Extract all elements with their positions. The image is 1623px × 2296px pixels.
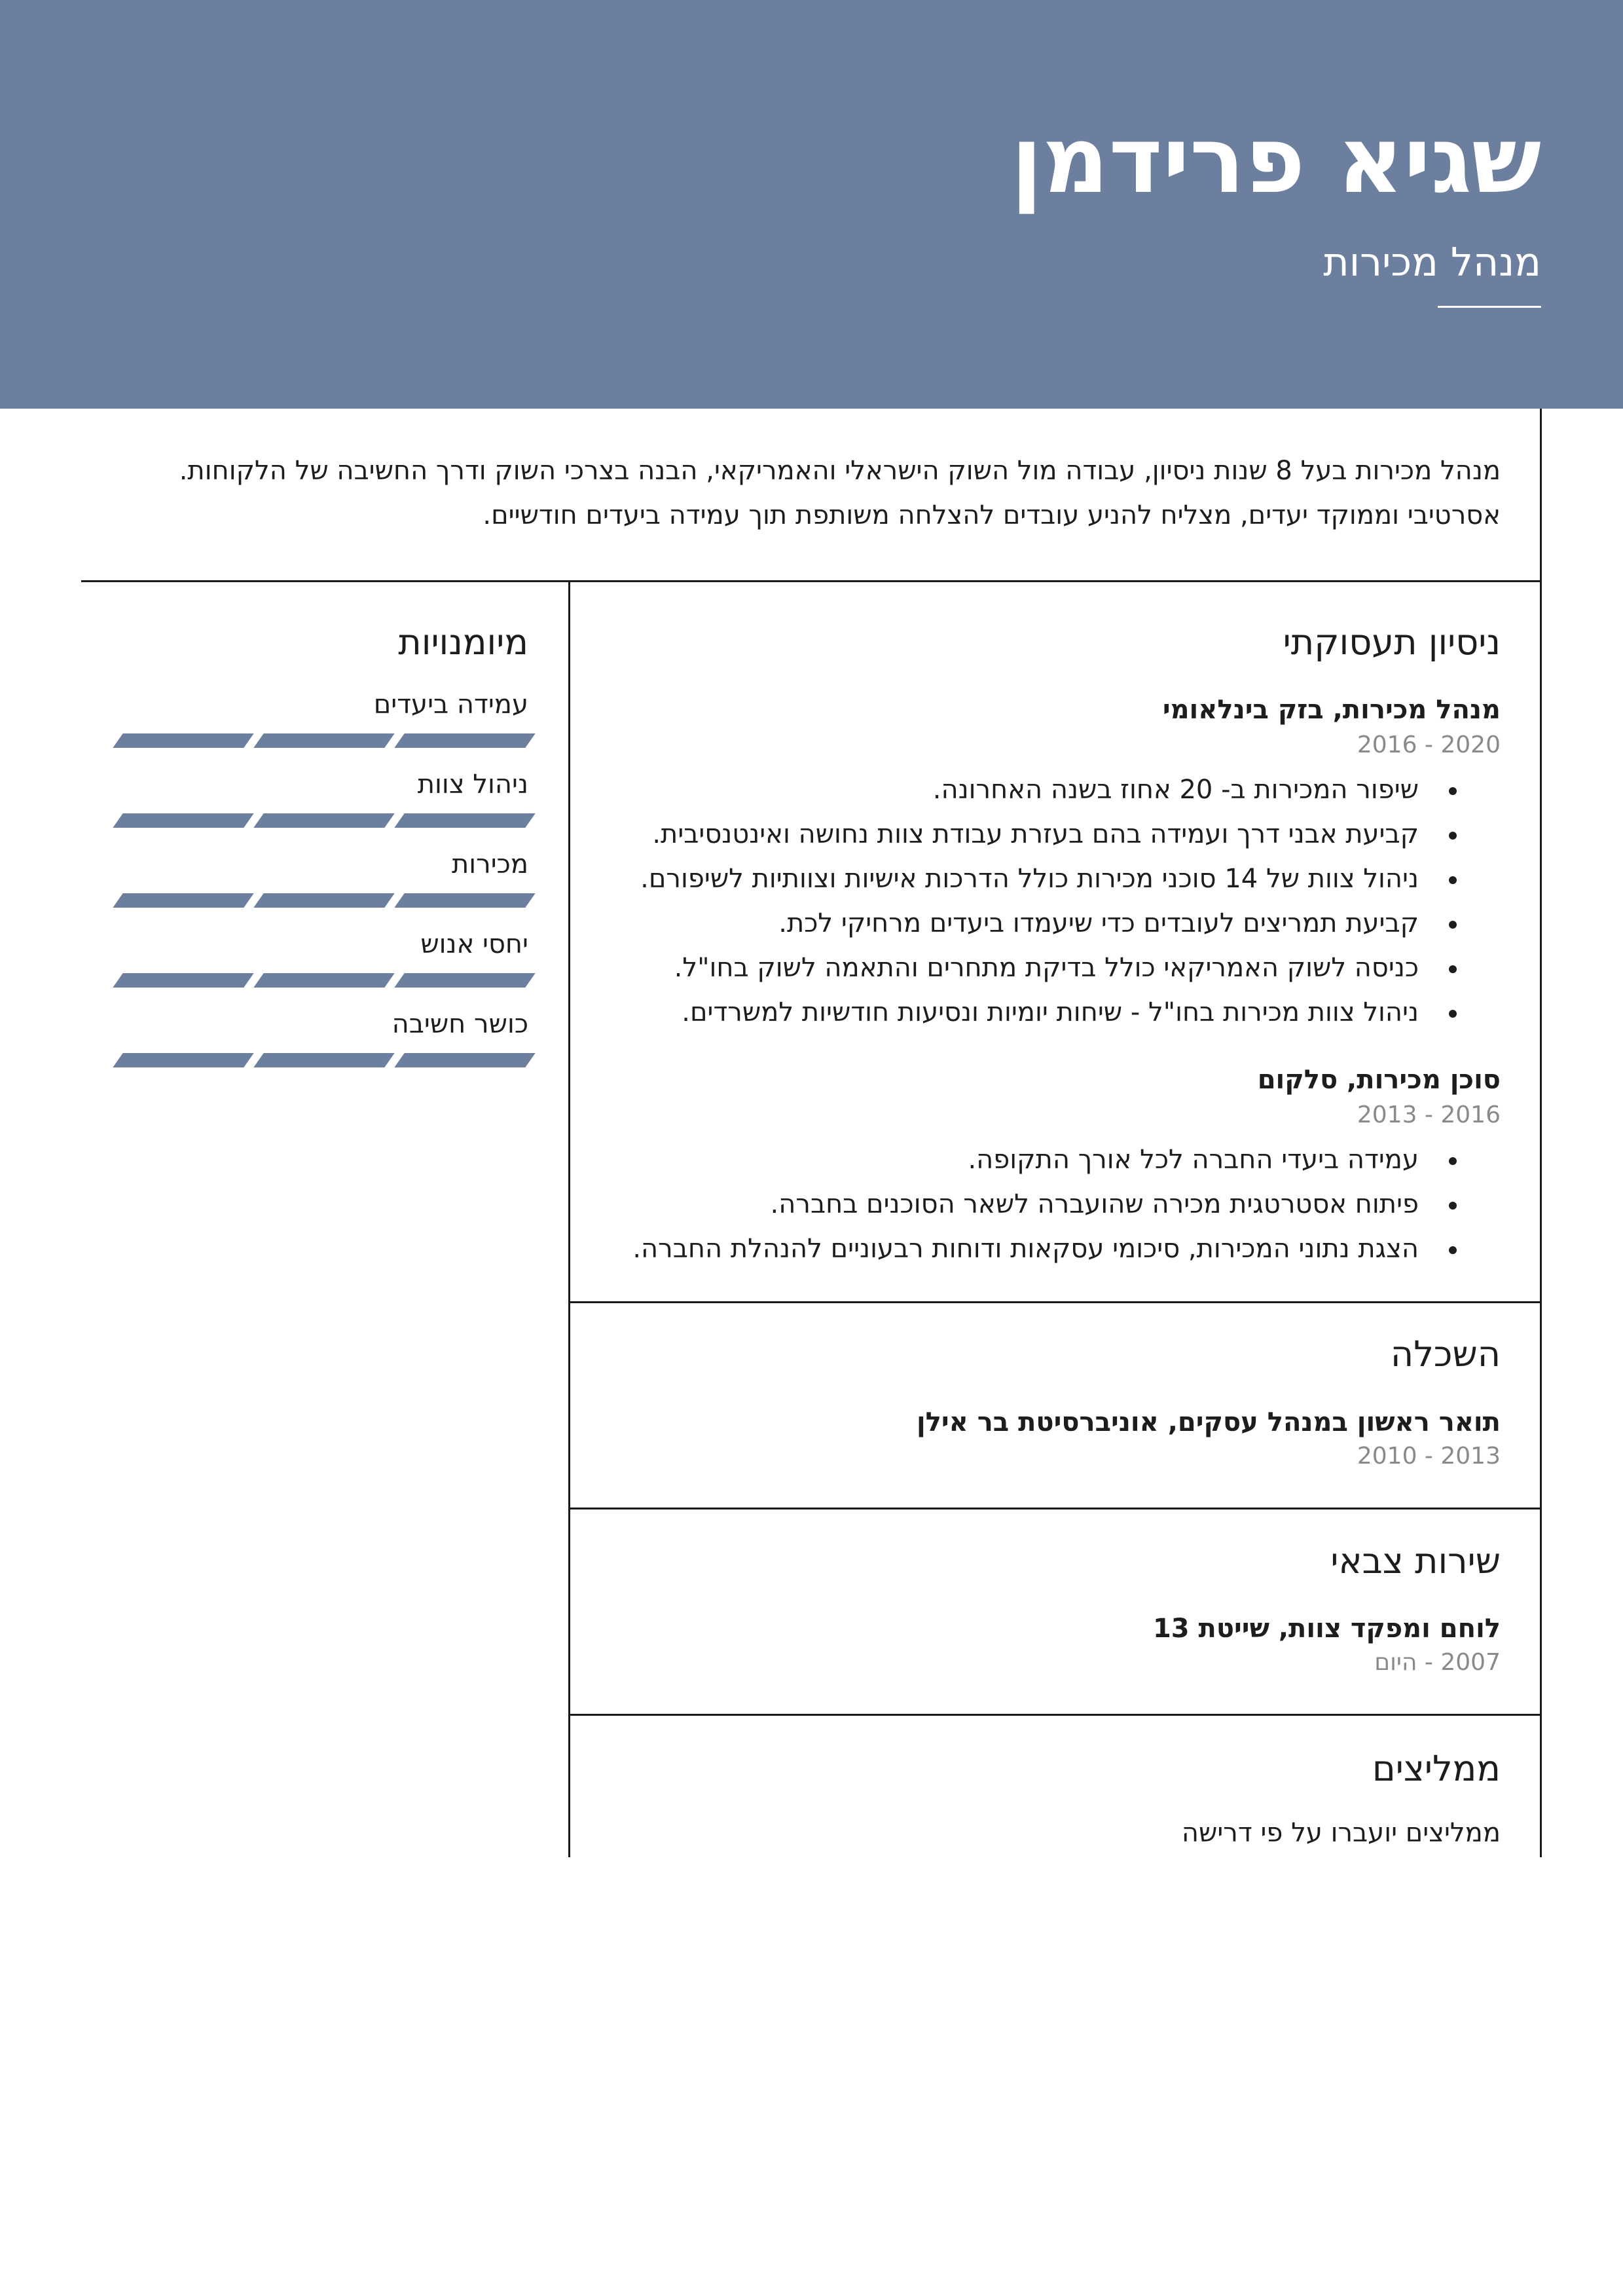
candidate-name: שגיא פרידמן <box>1011 107 1541 214</box>
job-title: מנהל מכירות <box>1323 240 1541 286</box>
military-divider <box>568 1508 1542 1509</box>
title-underline <box>1438 306 1541 308</box>
main-column-left-border <box>568 580 570 1857</box>
list-item: פיתוח אסטרטגית מכירה שהועברה לשאר הסוכנים בחברה. <box>632 1182 1501 1227</box>
skill-level-segment <box>113 1053 253 1067</box>
skill-level-segment <box>113 893 253 908</box>
job-heading: סוכן מכירות, סלקום <box>1257 1065 1501 1095</box>
job-bullets <box>632 1138 1501 1271</box>
education-heading: תואר ראשון במנהל עסקים, אוניברסיטת בר אילן <box>916 1407 1501 1437</box>
list-item: ניהול צוות מכירות בחו"ל - שיחות יומיות ונסיעות חודשיות למשרדים. <box>640 990 1501 1035</box>
header-banner <box>0 0 1623 409</box>
experience-title: ניסיון תעסוקתי <box>1283 621 1501 663</box>
skill-label: יחסי אנוש <box>420 929 528 959</box>
skill-label: מכירות <box>451 849 528 880</box>
skill-level-segment <box>394 813 535 828</box>
list-item: כניסה לשוק האמריקאי כולל בדיקת מתחרים והתאמה לשוק בחו"ל. <box>640 946 1501 990</box>
skill-level-segment <box>253 813 394 828</box>
military-heading: לוחם ומפקד צוות, שייטת 13 <box>1152 1614 1501 1644</box>
skill-level-bar <box>118 893 530 908</box>
references-text: ממליצים יועברו על פי דרישה <box>1181 1818 1501 1848</box>
skills-title: מיומנויות <box>398 621 528 663</box>
skill-level-segment <box>253 1053 394 1067</box>
list-item: ניהול צוות של 14 סוכני מכירות כולל הדרכות אישיות וצוותיות לשיפורם. <box>640 857 1501 901</box>
skill-level-segment <box>253 893 394 908</box>
summary-line: מנהל מכירות בעל 8 שנות ניסיון, עבודה מול השוק הישראלי והאמריקאי, הבנה בצרכי השוק ודרך החשיבה של הלקוחות. <box>179 456 1501 486</box>
references-title: ממליצים <box>1372 1748 1501 1789</box>
education-dates: 2013 - 2010 <box>1357 1443 1501 1470</box>
skill-level-bar <box>118 973 530 988</box>
skill-label: עמידה ביעדים <box>373 690 528 720</box>
job-dates: 2020 - 2016 <box>1357 731 1501 758</box>
list-item: הצגת נתוני המכירות, סיכומי עסקאות ודוחות רבעוניים להנהלת החברה. <box>632 1227 1501 1271</box>
summary-line: אסרטיבי וממוקד יעדים, מצליח להניע עובדים להצלחה משותפת תוך עמידה ביעדים חודשיים. <box>483 500 1501 530</box>
skill-label: ניהול צוות <box>417 769 528 800</box>
military-dates: 2007 - היום <box>1374 1649 1501 1676</box>
main-column-right-border <box>1540 580 1542 1857</box>
job-bullets <box>640 768 1501 1035</box>
skill-level-segment <box>253 973 394 988</box>
skill-level-segment <box>394 973 535 988</box>
skill-level-segment <box>113 813 253 828</box>
skill-level-bar <box>118 1053 530 1067</box>
skill-level-segment <box>113 733 253 748</box>
skill-level-segment <box>394 893 535 908</box>
education-divider <box>568 1301 1542 1303</box>
skill-level-segment <box>113 973 253 988</box>
references-divider <box>568 1714 1542 1716</box>
skill-level-segment <box>253 733 394 748</box>
summary <box>139 449 1501 538</box>
list-item: קביעת תמריצים לעובדים כדי שיעמדו ביעדים מרחיקי לכת. <box>640 901 1501 946</box>
skill-level-bar <box>118 733 530 748</box>
skill-level-segment <box>394 733 535 748</box>
skill-level-segment <box>394 1053 535 1067</box>
list-item: קביעת אבני דרך ועמידה בהם בעזרת עבודת צוות נחושה ואינטנסיבית. <box>640 812 1501 857</box>
education-title: השכלה <box>1390 1333 1501 1375</box>
job-dates: 2016 - 2013 <box>1357 1102 1501 1128</box>
right-border-line <box>1540 409 1542 582</box>
list-item: עמידה ביעדי החברה לכל אורך התקופה. <box>632 1138 1501 1182</box>
skill-label: כושר חשיבה <box>392 1009 528 1039</box>
military-title: שירות צבאי <box>1330 1540 1501 1582</box>
job-heading: מנהל מכירות, בזק בינלאומי <box>1162 695 1501 725</box>
summary-divider <box>81 580 1542 582</box>
list-item: שיפור המכירות ב- 20 אחוז בשנה האחרונה. <box>640 768 1501 812</box>
skill-level-bar <box>118 813 530 828</box>
